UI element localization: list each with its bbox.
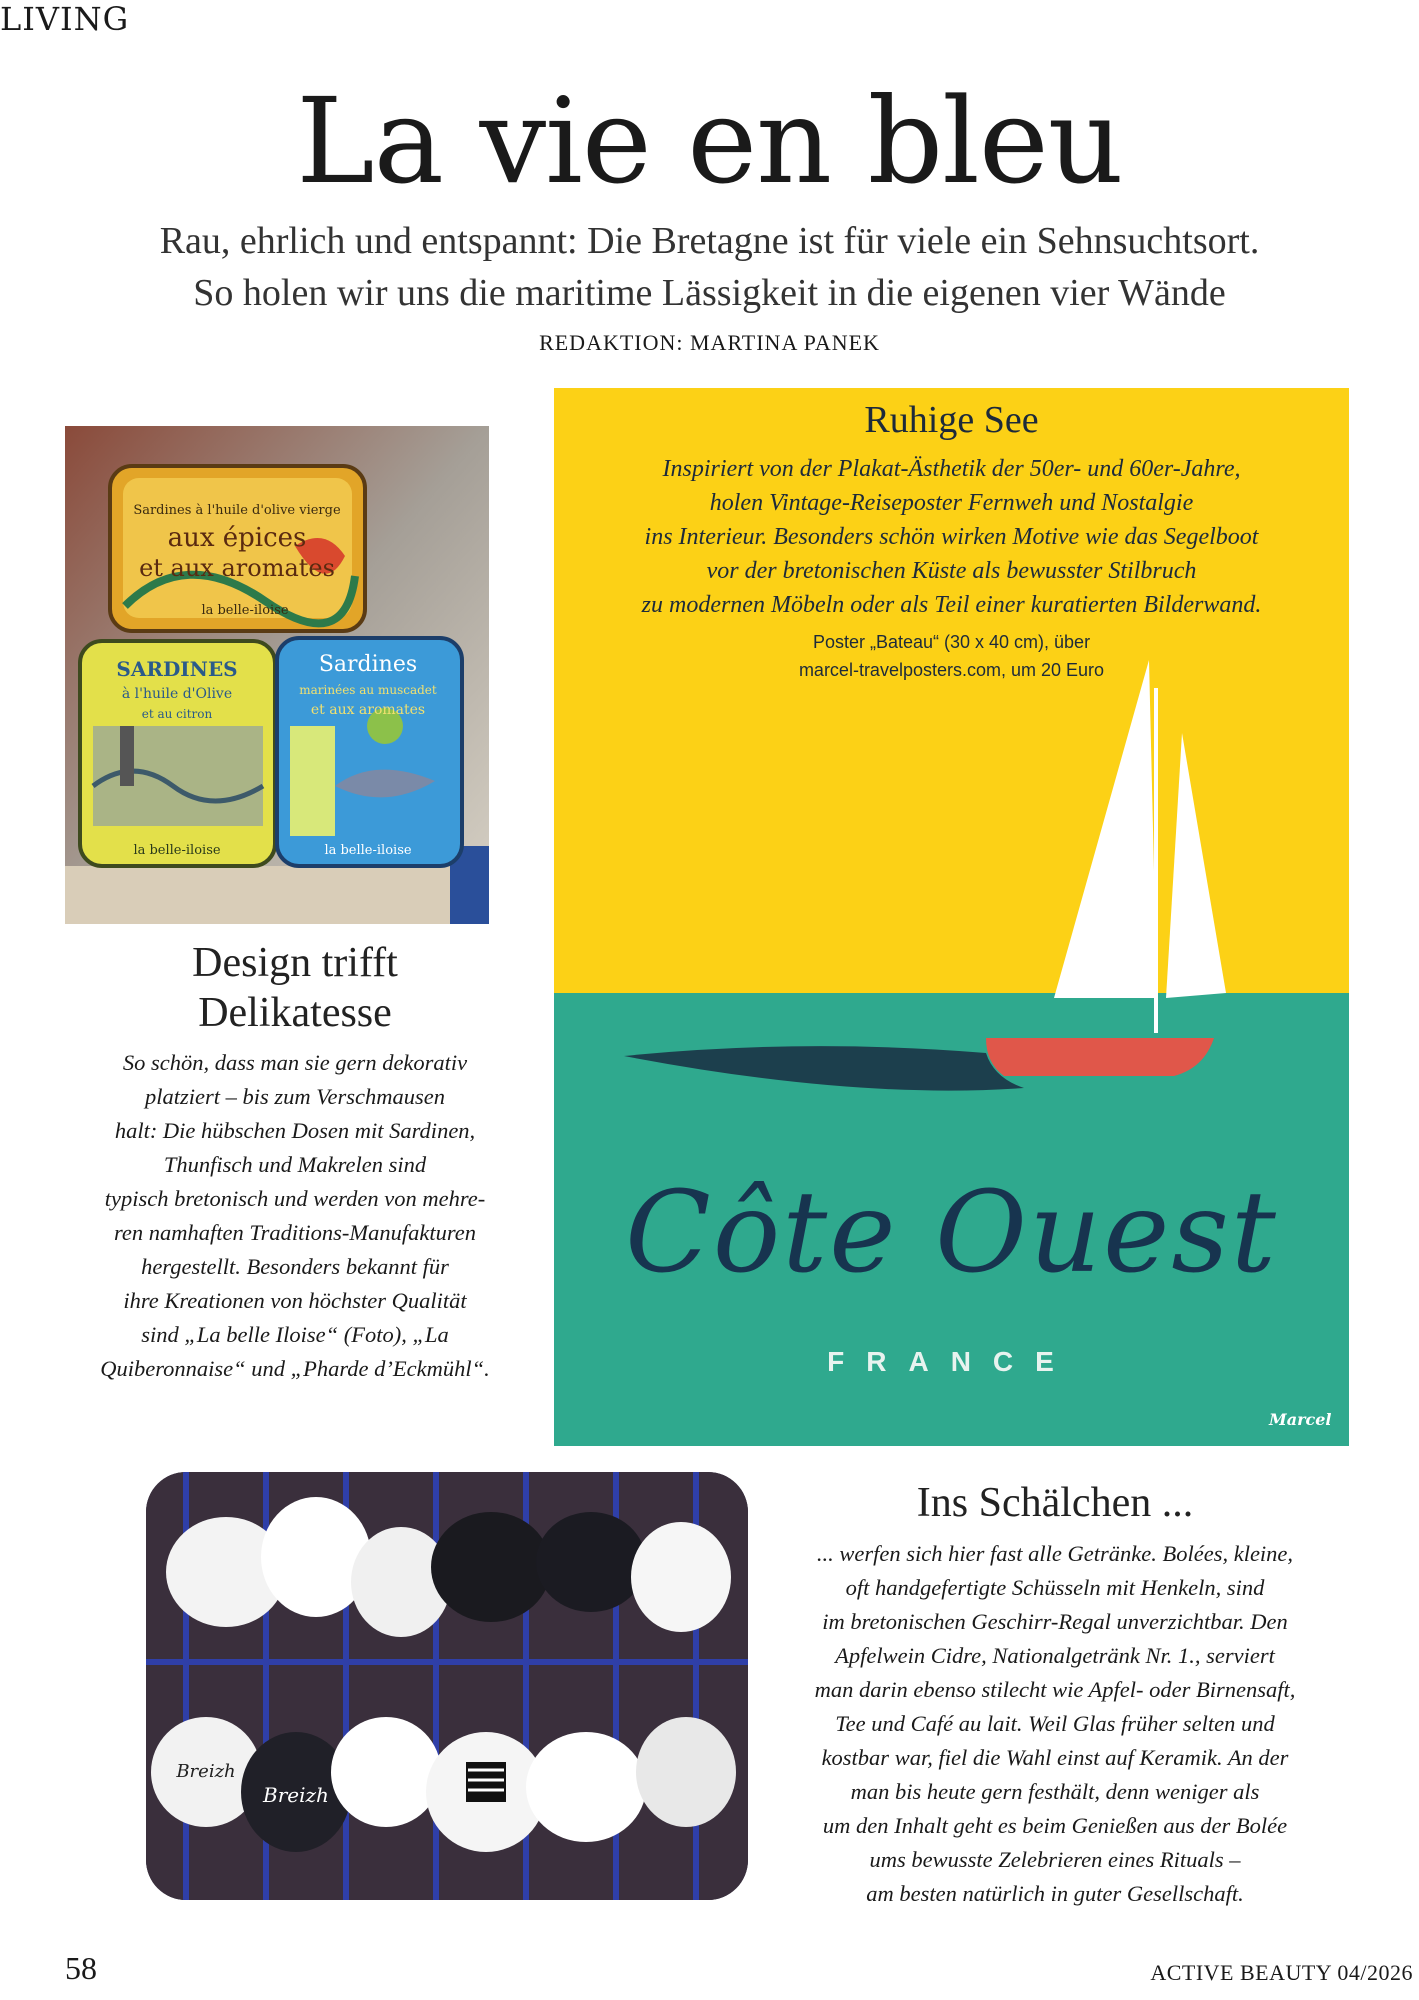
poster-line: Inspiriert von der Plakat-Ästhetik der 50er- und 60er-Jahre, — [662, 456, 1241, 482]
body-line: ihre Kreationen von höchster Qualität — [123, 1288, 467, 1313]
section-heading-bowls: Ins Schälchen ... — [916, 1480, 1194, 1526]
section-body-design — [60, 1046, 530, 1386]
body-line: ums bewusste Zelebrieren eines Rituals – — [869, 1847, 1241, 1872]
boat-hull — [986, 1038, 1214, 1076]
article-title: La vie en bleu — [296, 72, 1123, 210]
body-line: Thunfisch und Makrelen sind — [163, 1152, 427, 1177]
tin-right-line2: marinées au muscadet — [299, 683, 437, 697]
sardine-tins-photo — [65, 426, 489, 924]
tin-left-line1: SARDINES — [116, 657, 238, 681]
body-line: So schön, dass man sie gern dekorativ — [122, 1050, 468, 1075]
section-body-bowls — [765, 1537, 1345, 1911]
boat-shadow — [624, 1046, 1024, 1090]
tin-top-line2: aux épices — [167, 523, 307, 553]
travel-poster — [554, 388, 1349, 1446]
cup-lettering: Breizh — [176, 1761, 236, 1782]
magazine-issue: ACTIVE BEAUTY 04/2026 — [1150, 1960, 1413, 1985]
body-line: hergestellt. Besonders bekannt für — [141, 1254, 449, 1279]
tin-right — [277, 638, 462, 866]
bowls-illustration — [146, 1472, 748, 1900]
tin-left-line2: à l'huile d'Olive — [121, 686, 233, 702]
tin-right-line3: et aux aromates — [310, 702, 426, 718]
tin-left — [80, 641, 275, 866]
subtitle-line: Rau, ehrlich und entspannt: Die Bretagne ist für viele ein Sehnsuchtsort. — [159, 220, 1260, 262]
poster-art-subtitle: FRANCE — [827, 1346, 1076, 1377]
body-line: man bis heute gern festhält, denn weniger als — [850, 1779, 1260, 1804]
poster-credit — [554, 628, 1349, 684]
body-line: halt: Die hübschen Dosen mit Sardinen, — [114, 1118, 476, 1143]
body-line: typisch bretonisch und werden von mehre- — [104, 1186, 486, 1211]
poster-line: holen Vintage-Reiseposter Fernweh und Nostalgie — [709, 490, 1194, 516]
section-heading-design — [65, 938, 525, 1038]
tin-left-line3: et au citron — [141, 707, 213, 721]
heading-line: Design trifft — [192, 940, 398, 986]
body-line: sind „La belle Iloise“ (Foto), „La — [141, 1322, 449, 1347]
poster-line: zu modernen Möbeln oder als Teil einer kuratierten Bilderwand. — [641, 592, 1262, 618]
poster-heading: Ruhige See — [864, 399, 1039, 441]
tin-right-line1: Sardines — [318, 652, 418, 677]
poster-art-title: Côte Ouest — [625, 1168, 1278, 1298]
body-line: kostbar war, fiel die Wahl einst auf Keramik. An der — [821, 1745, 1289, 1770]
jib-sail — [1166, 733, 1226, 998]
body-line: platziert – bis zum Verschmausen — [145, 1084, 445, 1109]
page-number: 58 — [65, 1950, 97, 1986]
body-line: Tee und Café au lait. Weil Glas früher selten und — [835, 1711, 1275, 1736]
body-line: im bretonischen Geschirr-Regal unverzichtbar. Den — [822, 1609, 1288, 1634]
poster-line: ins Interieur. Besonders schön wirken Motive wie das Segelboot — [644, 524, 1259, 550]
tin-left-brand: la belle-iloise — [133, 843, 221, 858]
body-line: ren namhaften Traditions-Manufakturen — [113, 1220, 477, 1245]
poster-text — [574, 452, 1329, 622]
body-line: oft handgefertigte Schüsseln mit Henkeln, sind — [845, 1575, 1265, 1600]
credit-line: Poster „Bateau“ (30 x 40 cm), über — [812, 632, 1091, 652]
tin-top-line3: et aux aromates — [139, 554, 335, 582]
tin-top — [110, 466, 365, 631]
bowls-photo — [146, 1472, 748, 1900]
body-line: um den Inhalt geht es beim Genießen aus der Bolée — [822, 1813, 1288, 1838]
byline: REDAKTION: MARTINA PANEK — [539, 330, 880, 355]
poster-signature: Marcel — [1269, 1410, 1332, 1429]
body-line: Apfelwein Cidre, Nationalgetränk Nr. 1., serviert — [835, 1643, 1275, 1668]
article-subtitle — [40, 215, 1379, 319]
main-sail — [1054, 660, 1157, 998]
subtitle-line: So holen wir uns die maritime Lässigkeit in die eigenen vier Wände — [193, 272, 1226, 314]
heading-line: Delikatesse — [198, 990, 392, 1036]
body-line: Quiberonnaise“ und „Pharde d’Eckmühl“. — [100, 1356, 490, 1381]
poster-line: vor der bretonischen Küste als bewusster Stilbruch — [706, 558, 1197, 584]
tin-top-brand: la belle-iloise — [201, 603, 289, 618]
tin-right-brand: la belle-iloise — [324, 843, 412, 858]
body-line: am besten natürlich in guter Gesellschaft. — [866, 1881, 1244, 1906]
cup-lettering: Breizh — [263, 1783, 329, 1807]
tin-top-line1: Sardines à l'huile d'olive vierge — [133, 503, 341, 518]
credit-line: marcel-travelposters.com, um 20 Euro — [798, 660, 1105, 680]
body-line: man darin ebenso stilecht wie Apfel- oder Birnensaft, — [814, 1677, 1296, 1702]
sardine-tins-illustration — [65, 426, 489, 924]
body-line: ... werfen sich hier fast alle Getränke. Bolées, kleine, — [816, 1541, 1294, 1566]
section-label: LIVING — [0, 0, 130, 38]
